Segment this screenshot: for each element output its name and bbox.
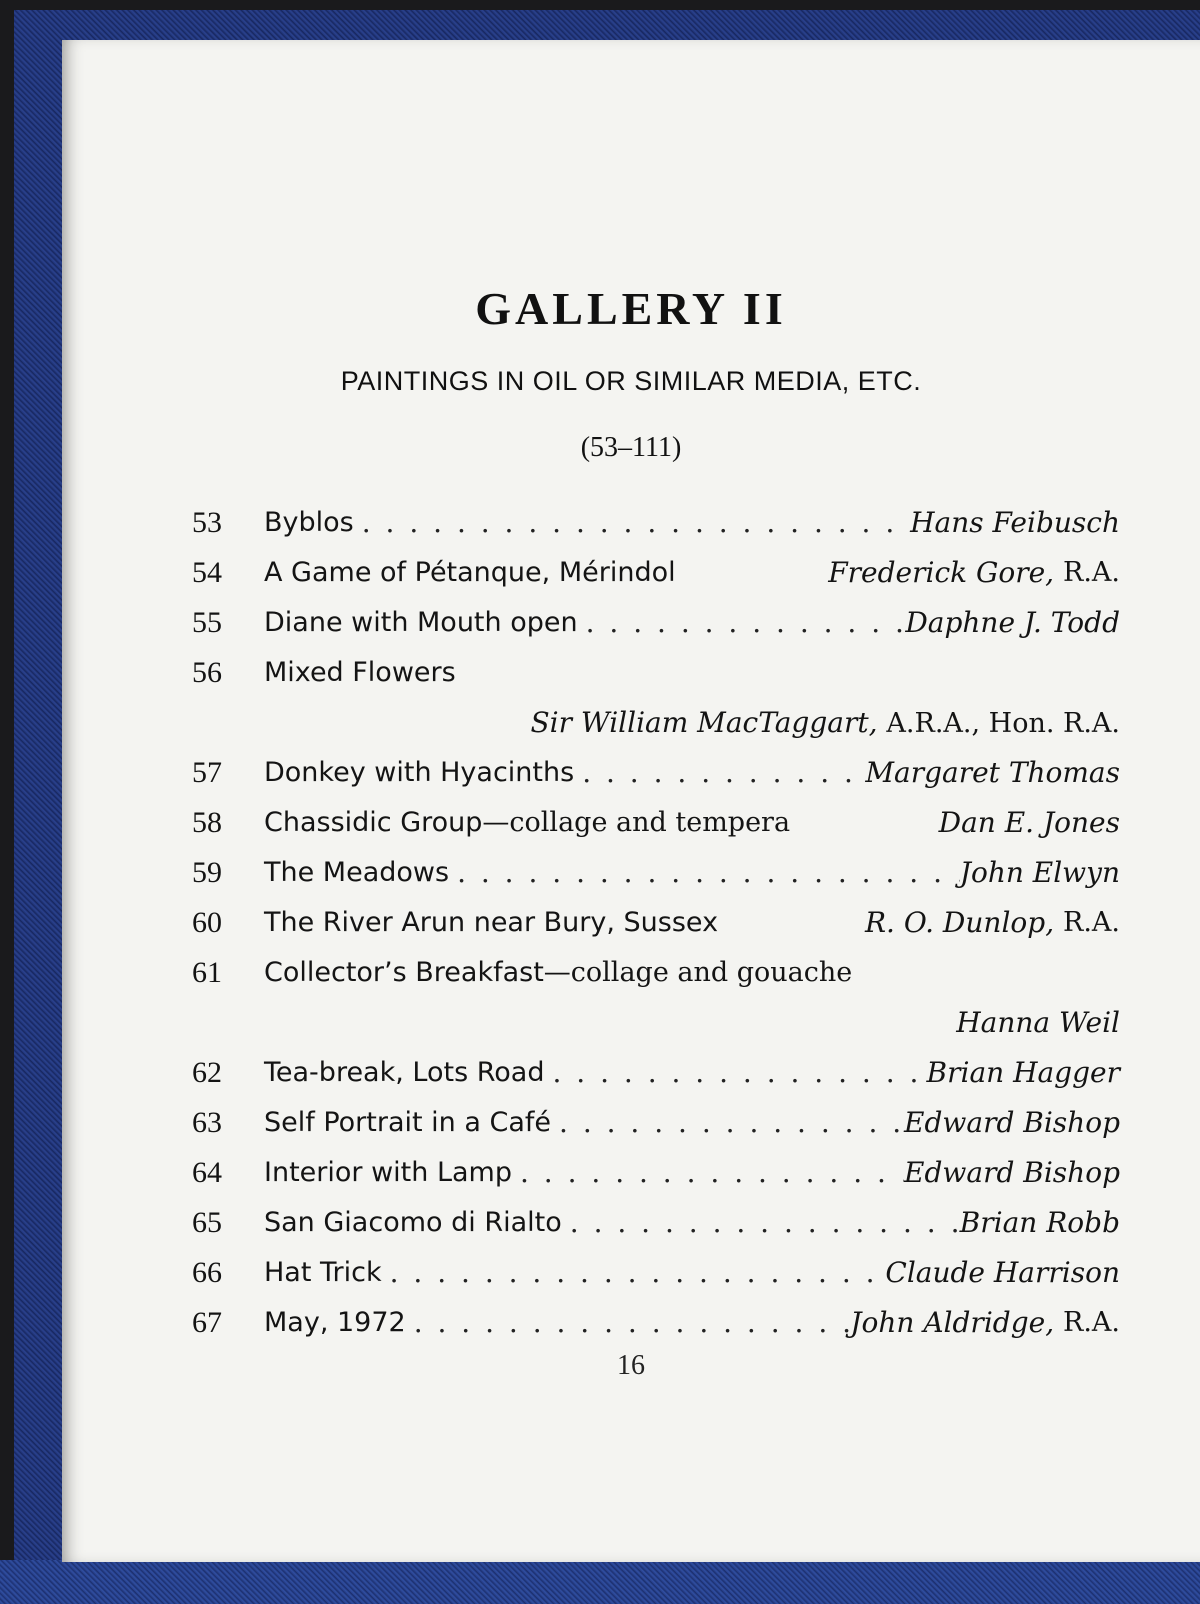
catalogue-list — [192, 498, 1120, 1348]
list-item — [192, 648, 1120, 698]
list-item — [192, 1148, 1120, 1198]
item-number: 53 — [192, 506, 222, 539]
item-title: A Game of Pétanque, Mérindol — [264, 557, 676, 588]
item-artist: Margaret Thomas — [865, 756, 1120, 789]
list-item — [192, 798, 1120, 848]
item-number: 67 — [192, 1306, 222, 1339]
list-item — [192, 1098, 1120, 1148]
item-artist: Hanna Weil — [956, 1006, 1120, 1039]
item-honours: R.A. — [1063, 1307, 1120, 1338]
leader-dots — [406, 1298, 851, 1348]
item-number: 55 — [192, 606, 222, 639]
item-number: 60 — [192, 906, 222, 939]
list-item — [192, 498, 1120, 548]
page-number: 16 — [617, 1350, 645, 1381]
leader-dots — [354, 498, 910, 548]
item-artist: R. O. Dunlop, — [864, 906, 1055, 939]
list-item — [192, 848, 1120, 898]
list-item — [192, 898, 1120, 948]
item-number: 62 — [192, 1056, 222, 1089]
item-title: May, 1972 — [264, 1307, 406, 1338]
item-number: 58 — [192, 806, 222, 839]
list-item — [192, 748, 1120, 798]
item-medium: —collage and tempera — [482, 807, 791, 838]
list-item — [192, 1048, 1120, 1098]
list-item-continuation — [192, 998, 1120, 1048]
item-number: 54 — [192, 556, 222, 589]
item-artist: Hans Feibusch — [910, 506, 1120, 539]
list-item — [192, 1248, 1120, 1298]
list-item — [192, 1198, 1120, 1248]
item-number: 63 — [192, 1106, 222, 1139]
item-number: 64 — [192, 1156, 222, 1189]
list-item — [192, 598, 1120, 648]
item-honours: R.A. — [1063, 907, 1120, 938]
item-number: 56 — [192, 656, 222, 689]
item-number: 61 — [192, 956, 222, 989]
item-artist: Dan E. Jones — [938, 806, 1120, 839]
leader-dots — [544, 1048, 926, 1098]
item-honours: A.R.A., Hon. R.A. — [886, 708, 1120, 739]
leader-dots — [551, 1098, 904, 1148]
item-title: San Giacomo di Rialto — [264, 1207, 562, 1238]
item-title: The River Arun near Bury, Sussex — [264, 907, 719, 938]
item-artist: Daphne J. Todd — [905, 606, 1120, 639]
item-title: Diane with Mouth open — [264, 607, 578, 638]
item-artist: John Aldridge, — [850, 1306, 1055, 1339]
list-item — [192, 948, 1120, 998]
item-artist: John Elwyn — [959, 856, 1120, 889]
item-artist: Edward Bishop — [904, 1156, 1120, 1189]
item-artist: Brian Robb — [959, 1206, 1120, 1239]
item-title: Byblos — [264, 507, 354, 538]
list-item — [192, 1298, 1120, 1348]
leader-dots — [562, 1198, 960, 1248]
item-artist: Edward Bishop — [904, 1106, 1120, 1139]
item-title: The Meadows — [264, 857, 450, 888]
leader-dots — [382, 1248, 886, 1298]
leader-dots — [512, 1148, 904, 1198]
item-title: Collector’s Breakfast — [264, 957, 544, 988]
catalogue-page — [62, 40, 1200, 1562]
item-title: Hat Trick — [264, 1257, 382, 1288]
book-cover-edge — [0, 1560, 1200, 1604]
list-item-continuation — [192, 698, 1120, 748]
item-title: Mixed Flowers — [264, 657, 456, 688]
catalogue-range: (53–111) — [580, 432, 682, 463]
item-number: 65 — [192, 1206, 222, 1239]
item-title: Self Portrait in a Café — [264, 1107, 552, 1138]
item-artist: Claude Harrison — [885, 1256, 1120, 1289]
page-subtitle: PAINTINGS IN OIL OR SIMILAR MEDIA, ETC. — [340, 366, 922, 396]
leader-dots — [449, 848, 960, 898]
item-artist: Frederick Gore, — [828, 556, 1055, 589]
item-title: Donkey with Hyacinths — [264, 757, 575, 788]
item-title: Chassidic Group — [264, 807, 483, 838]
leader-dots — [574, 748, 865, 798]
item-title: Interior with Lamp — [264, 1157, 512, 1188]
item-medium: —collage and gouache — [543, 957, 853, 988]
list-item — [192, 548, 1120, 598]
page-title: GALLERY II — [475, 283, 787, 334]
item-number: 57 — [192, 756, 222, 789]
item-number: 66 — [192, 1256, 222, 1289]
item-artist: Brian Hagger — [926, 1056, 1120, 1089]
item-number: 59 — [192, 856, 222, 889]
item-honours: R.A. — [1063, 557, 1120, 588]
item-artist: Sir William MacTaggart, — [530, 706, 878, 739]
leader-dots — [578, 598, 906, 648]
item-title: Tea-break, Lots Road — [264, 1057, 545, 1088]
